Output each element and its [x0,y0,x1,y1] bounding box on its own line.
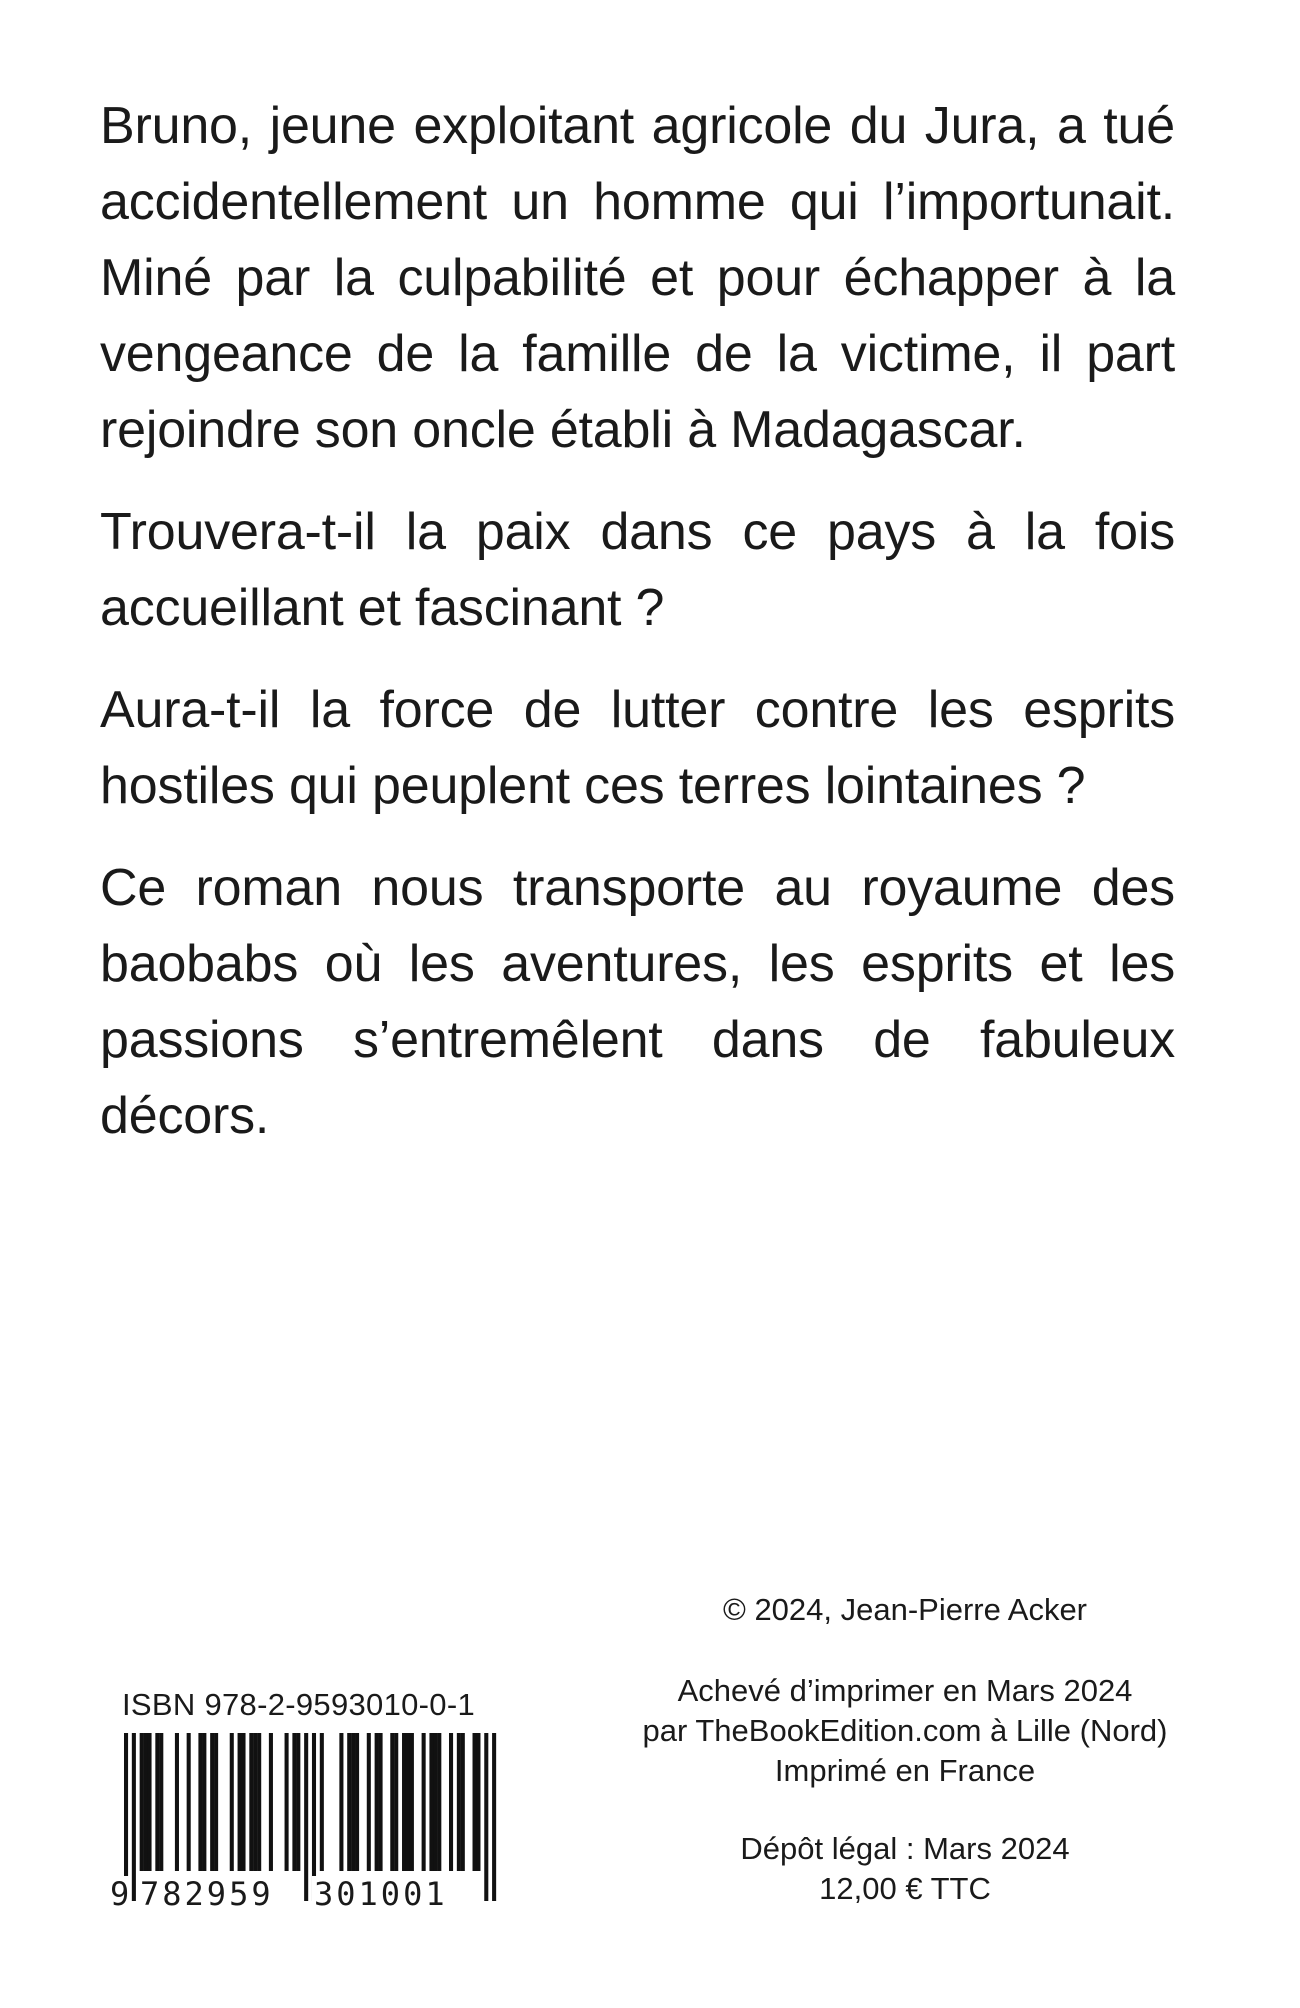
barcode-bar [410,1733,414,1871]
barcode-bar [198,1733,202,1871]
barcode-bar [437,1733,441,1871]
barcode-bar [253,1733,257,1871]
barcode-bar [304,1733,308,1901]
barcode-bar [390,1733,394,1871]
barcode-bar [132,1733,136,1901]
barcode-bar [230,1733,234,1871]
copyright-notice [595,1590,1215,1630]
barcode-bar [257,1733,261,1871]
barcode-bar [241,1733,245,1871]
barcode-bar [155,1733,159,1871]
barcode-bar [402,1733,406,1871]
barcode-bar [406,1733,410,1871]
barcode-bar [347,1733,351,1871]
barcode-bar [484,1733,488,1901]
barcode-bar [292,1733,296,1871]
printing-line-1: Achevé d’imprimer en Mars 2024 [677,1673,1133,1708]
blurb-paragraph-3: Aura-t-il la force de lutter contre les esprits hostiles qui peuplent ces terres lointaines ? [100,681,1175,815]
barcode-bar [187,1733,191,1871]
barcode-bar [367,1733,371,1871]
barcode-bar [140,1733,144,1871]
barcode-digits-right: 301001 [314,1875,448,1913]
barcode-bar [159,1733,163,1871]
blurb-paragraph-4: Ce roman nous transporte au royaume des baobabs où les aventures, les esprits et les passions s’entremêlent dans de fabuleux décors. [100,859,1175,1145]
price-label: 12,00 € TTC [819,1871,991,1906]
barcode-digit-first: 9 [110,1875,130,1913]
copyright-line: © 2024, Jean-Pierre Acker [722,1592,1088,1627]
barcode-bar [210,1733,214,1871]
barcode-bar [296,1733,300,1871]
legal-deposit: Dépôt légal : Mars 2024 [740,1831,1070,1866]
barcode-bar [379,1733,383,1871]
barcode-bar [339,1733,343,1871]
barcode-digits-left: 782959 [140,1875,274,1913]
barcode-bar [355,1733,359,1871]
barcode-bar [320,1733,324,1871]
legal-info [595,1829,1215,1909]
blurb-paragraph-1: Bruno, jeune exploitant agricole du Jura, a tué accidentellement un homme qui l’importunait. Miné par la culpabilité et pour échapper à la vengeance de la famille de la victime, il part rejoindre son oncle établi à Madagascar. [100,97,1175,459]
back-cover-blurb [100,88,1175,1180]
barcode-bar [351,1733,355,1871]
barcode-bar [269,1733,273,1871]
barcode-bar [375,1733,379,1871]
barcode-bar [422,1733,426,1871]
printing-line-2: par TheBookEdition.com à Lille (Nord) [642,1713,1168,1748]
barcode-bar [214,1733,218,1871]
barcode-bar [449,1733,453,1871]
barcode-bar [461,1733,465,1871]
barcode-bar [476,1733,480,1871]
barcode-bar [433,1733,437,1871]
barcode-bar [492,1733,496,1901]
barcode-bar [429,1733,433,1871]
isbn-label: ISBN 978-2-9593010-0-1 [122,1687,475,1722]
barcode-bar [249,1733,253,1871]
barcode-bar [285,1733,289,1871]
barcode-bar [175,1733,179,1871]
printing-line-3: Imprimé en France [774,1753,1036,1788]
barcode-bar [457,1733,461,1871]
barcode-bar [202,1733,206,1871]
blurb-paragraph-2: Trouvera-t-il la paix dans ce pays à la fois accueillant et fascinant ? [100,503,1175,637]
printing-info [595,1671,1215,1791]
barcode-bar [473,1733,477,1871]
barcode-bar [147,1733,151,1871]
barcode-bar [144,1733,148,1871]
barcode-bar [238,1733,242,1871]
barcode-bar [394,1733,398,1871]
